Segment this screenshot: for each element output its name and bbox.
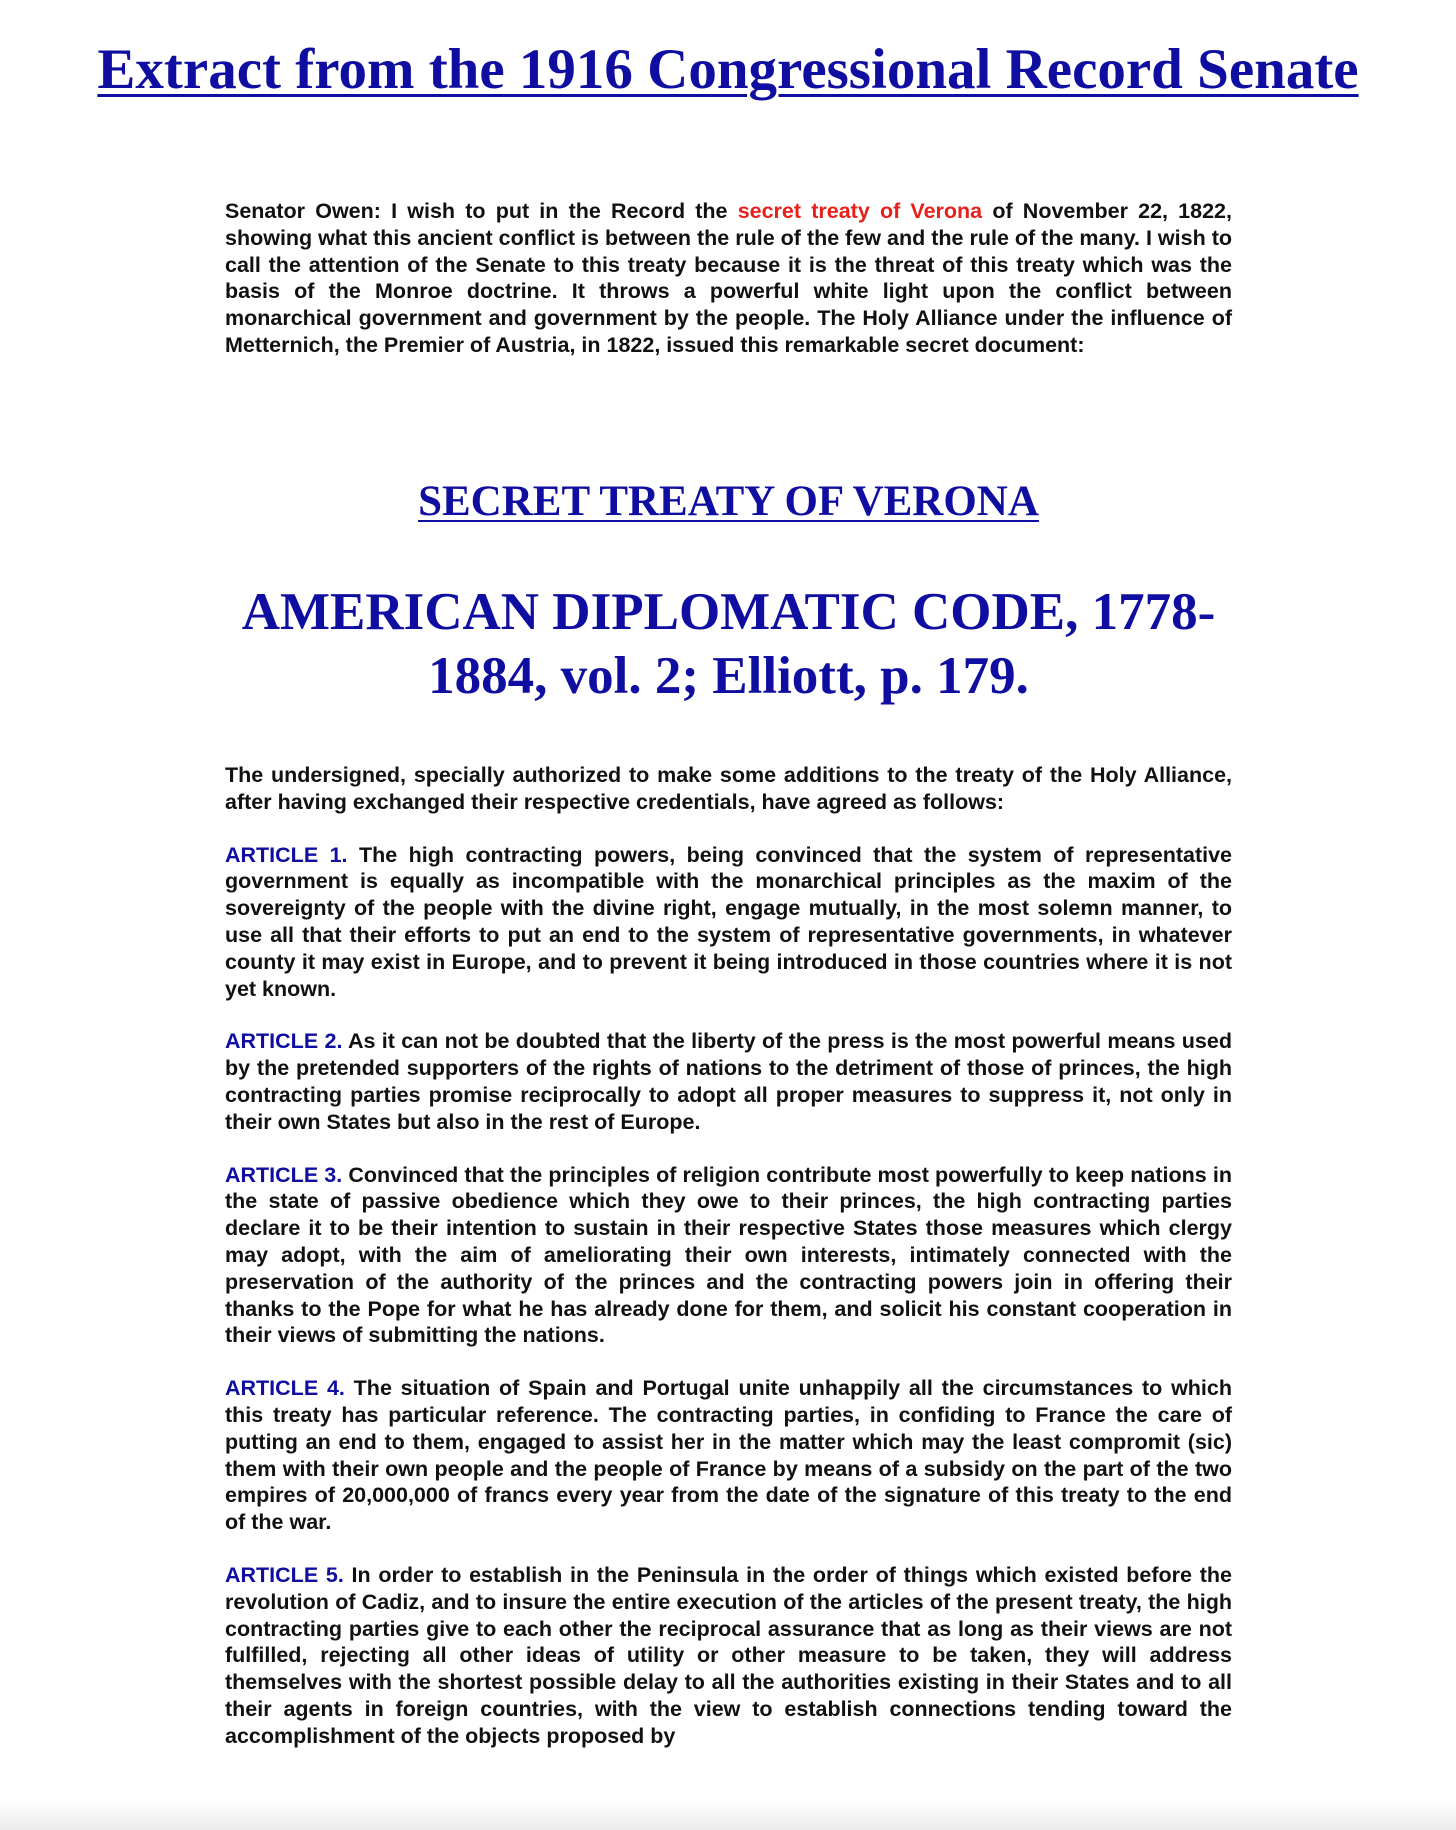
article-label: ARTICLE 5. (225, 1562, 344, 1587)
treaty-body (225, 762, 1232, 1776)
treaty-title[interactable]: SECRET TREATY OF VERONA (418, 478, 1039, 525)
code-heading-line2: 1884, vol. 2; Elliott, p. 179. (428, 647, 1029, 705)
page-bottom-shade (0, 1800, 1456, 1830)
code-heading-line1: AMERICAN DIPLOMATIC CODE, 1778- (241, 583, 1216, 641)
article-5 (225, 1562, 1232, 1750)
article-label: ARTICLE 4. (225, 1376, 345, 1401)
article-1 (225, 842, 1232, 1003)
article-label: ARTICLE 2. (225, 1029, 343, 1054)
article-text: Convinced that the principles of religion contribute most powerfully to keep nations in the state of passive obedience which they owe to their princes, the high contracting parties declare it to be their intention to sustain in their respective States those measures which clergy may adopt, with the aim of ameliorating their own interests, intimately connected with the preservation of the authority of the princes and the contracting powers join in offering their thanks to the Pope for what he has already done for them, and solicit his constant cooperation in their views of submitting the nations. (225, 1162, 1232, 1348)
article-text: As it can not be doubted that the liberty of the press is the most powerful means used by the pretended supporters of the rights of nations to the detriment of those of princes, the high contracting parties promise reciprocally to adopt all proper measures to suppress it, not only in their own States but also in the rest of Europe. (225, 1029, 1232, 1134)
intro-text-after: of November 22, 1822, showing what this ancient conflict is between the rule of the few and the rule of the many. I wish to call the attention of the Senate to this treaty because it is the threat of this treaty which was the basis of the Monroe doctrine. It throws a powerful white light upon the conflict between monarchical government and government by the people. The Holy Alliance under the influence of Metternich, the Premier of Austria, in 1822, issued this remarkable secret document: (225, 199, 1232, 357)
article-3 (225, 1162, 1232, 1350)
article-text: The high contracting powers, being convinced that the system of representative government is equally as incompatible with the monarchical principles as the maxim of the sovereignty of the people with the divine right, engage mutually, in the most solemn manner, to use all that their efforts to put an end to the system of representative governments, in whatever county it may exist in Europe, and to prevent it being introduced in those countries where it is not yet known. (225, 842, 1232, 1001)
article-2 (225, 1028, 1232, 1135)
secret-treaty-link[interactable]: secret treaty of Verona (737, 199, 983, 223)
article-4 (225, 1375, 1232, 1536)
intro-paragraph (225, 198, 1232, 359)
article-text: The situation of Spain and Portugal unite unhappily all the circumstances to which this treaty has particular reference. The contracting parties, in confiding to France the care of putting an end to them, engaged to assist her in the matter which may the least compromit (sic) them with their own people and the people of France by means of a subsidy on the part of the two empires of 20,000,000 of francs every year from the date of the signature of this treaty to the end of the war. (225, 1376, 1232, 1535)
document-body (225, 198, 1232, 1748)
code-heading (225, 580, 1232, 708)
article-label: ARTICLE 3. (225, 1162, 343, 1187)
preamble-paragraph: The undersigned, specially authorized to make some additions to the treaty of the Holy Alliance, after having exchanged their respective credentials, have agreed as follows: (225, 763, 1232, 814)
article-label: ARTICLE 1. (225, 842, 348, 867)
page-title[interactable]: Extract from the 1916 Congressional Record Senate (97, 38, 1359, 101)
article-text: In order to establish in the Peninsula in the order of things which existed before the revolution of Cadiz, and to insure the entire execution of the articles of the present treaty, the high contracting parties give to each other the reciprocal assurance that as long as their views are not fulfilled, rejecting all other ideas of utility or other measure to be taken, they will address themselves with the shortest possible delay to all the authorities existing in their States and to all their agents in foreign countries, with the view to establish connections tending toward the accomplishment of the objects proposed by (225, 1562, 1232, 1748)
intro-text-before: Senator Owen: I wish to put in the Record the (225, 199, 738, 223)
